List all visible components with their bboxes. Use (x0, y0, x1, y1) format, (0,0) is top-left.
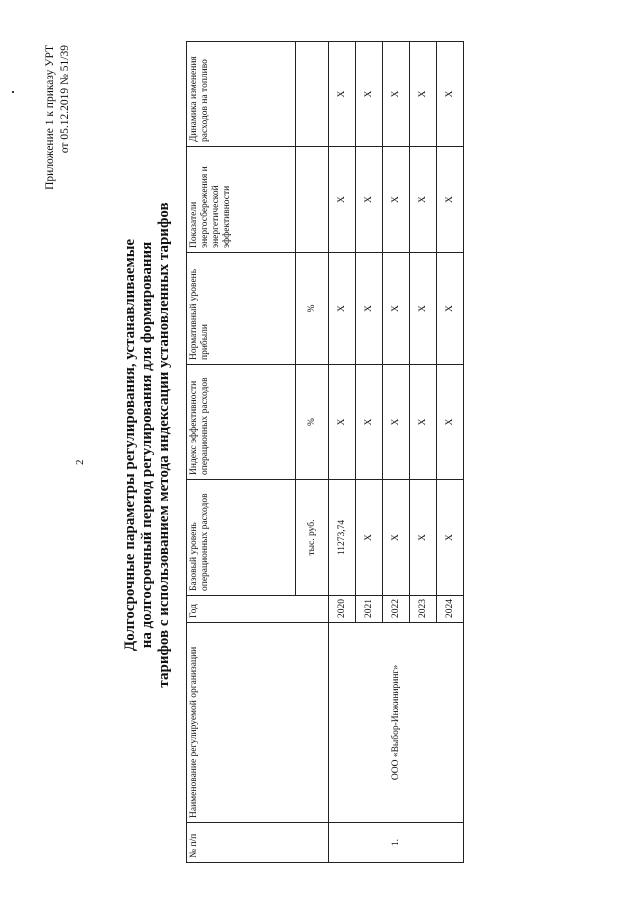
header-efficiency-index: Индекс эффективности операционных расходов (187, 365, 296, 480)
cell-profit: Х (383, 253, 410, 365)
cell-year: 2023 (410, 596, 437, 623)
annex-line-1: Приложение 1 к приказу УРТ (44, 45, 56, 190)
cell-index: Х (410, 365, 437, 480)
cell-profit: Х (356, 253, 383, 365)
scan-speck (12, 91, 14, 93)
cell-index: Х (356, 365, 383, 480)
parameters-table (186, 41, 464, 863)
cell-profit: Х (329, 253, 356, 365)
header-energy-saving: Показатели энергосбережения и энергетической эффективности (187, 147, 296, 253)
cell-fuel: Х (410, 42, 437, 147)
title-line-2: на долгосрочный период регулирования для формирования (139, 241, 155, 649)
cell-base: Х (437, 480, 464, 596)
unit-fuel (296, 42, 329, 147)
cell-index: Х (329, 365, 356, 480)
cell-profit: Х (437, 253, 464, 365)
cell-base: Х (356, 480, 383, 596)
cell-energy: Х (383, 147, 410, 253)
page-number: 2 (74, 459, 86, 465)
cell-index: Х (383, 365, 410, 480)
title-line-1: Долгосрочные параметры регулирования, устанавливаемые (122, 238, 138, 652)
cell-energy: Х (437, 147, 464, 253)
annex-line-2: от 05.12.2019 № 51/39 (59, 45, 71, 154)
header-year: Год (187, 596, 329, 623)
document-title (122, 125, 173, 765)
cell-year: 2020 (329, 596, 356, 623)
table-row (329, 42, 356, 863)
header-base-level: Базовый уровень операционных расходов (187, 480, 296, 596)
unit-base: тыс. руб. (296, 480, 329, 596)
unit-energy (296, 147, 329, 253)
cell-index: Х (437, 365, 464, 480)
cell-year: 2021 (356, 596, 383, 623)
cell-fuel: Х (437, 42, 464, 147)
cell-energy: Х (329, 147, 356, 253)
cell-fuel: Х (329, 42, 356, 147)
header-num: № п/п (187, 823, 329, 863)
header-org: Наименование регулируемой организации (187, 623, 329, 823)
annex-reference (43, 45, 73, 205)
cell-year: 2022 (383, 596, 410, 623)
cell-fuel: Х (383, 42, 410, 147)
table-header-row (187, 42, 296, 863)
cell-energy: Х (356, 147, 383, 253)
cell-base: Х (383, 480, 410, 596)
cell-base: Х (410, 480, 437, 596)
unit-profit: % (296, 253, 329, 365)
title-line-3: тарифов с использованием метода индексации установленных тарифов (156, 202, 172, 688)
cell-fuel: Х (356, 42, 383, 147)
cell-energy: Х (410, 147, 437, 253)
entry-number: 1. (329, 823, 464, 863)
cell-profit: Х (410, 253, 437, 365)
header-profit-level: Нормативный уровень прибыли (187, 253, 296, 365)
cell-year: 2024 (437, 596, 464, 623)
unit-index: % (296, 365, 329, 480)
organization-name: ООО «Выбор-Инжиниринг» (329, 623, 464, 823)
cell-base: 11273,74 (329, 480, 356, 596)
header-fuel-dynamics: Динамика изменения расходов на топливо (187, 42, 296, 147)
